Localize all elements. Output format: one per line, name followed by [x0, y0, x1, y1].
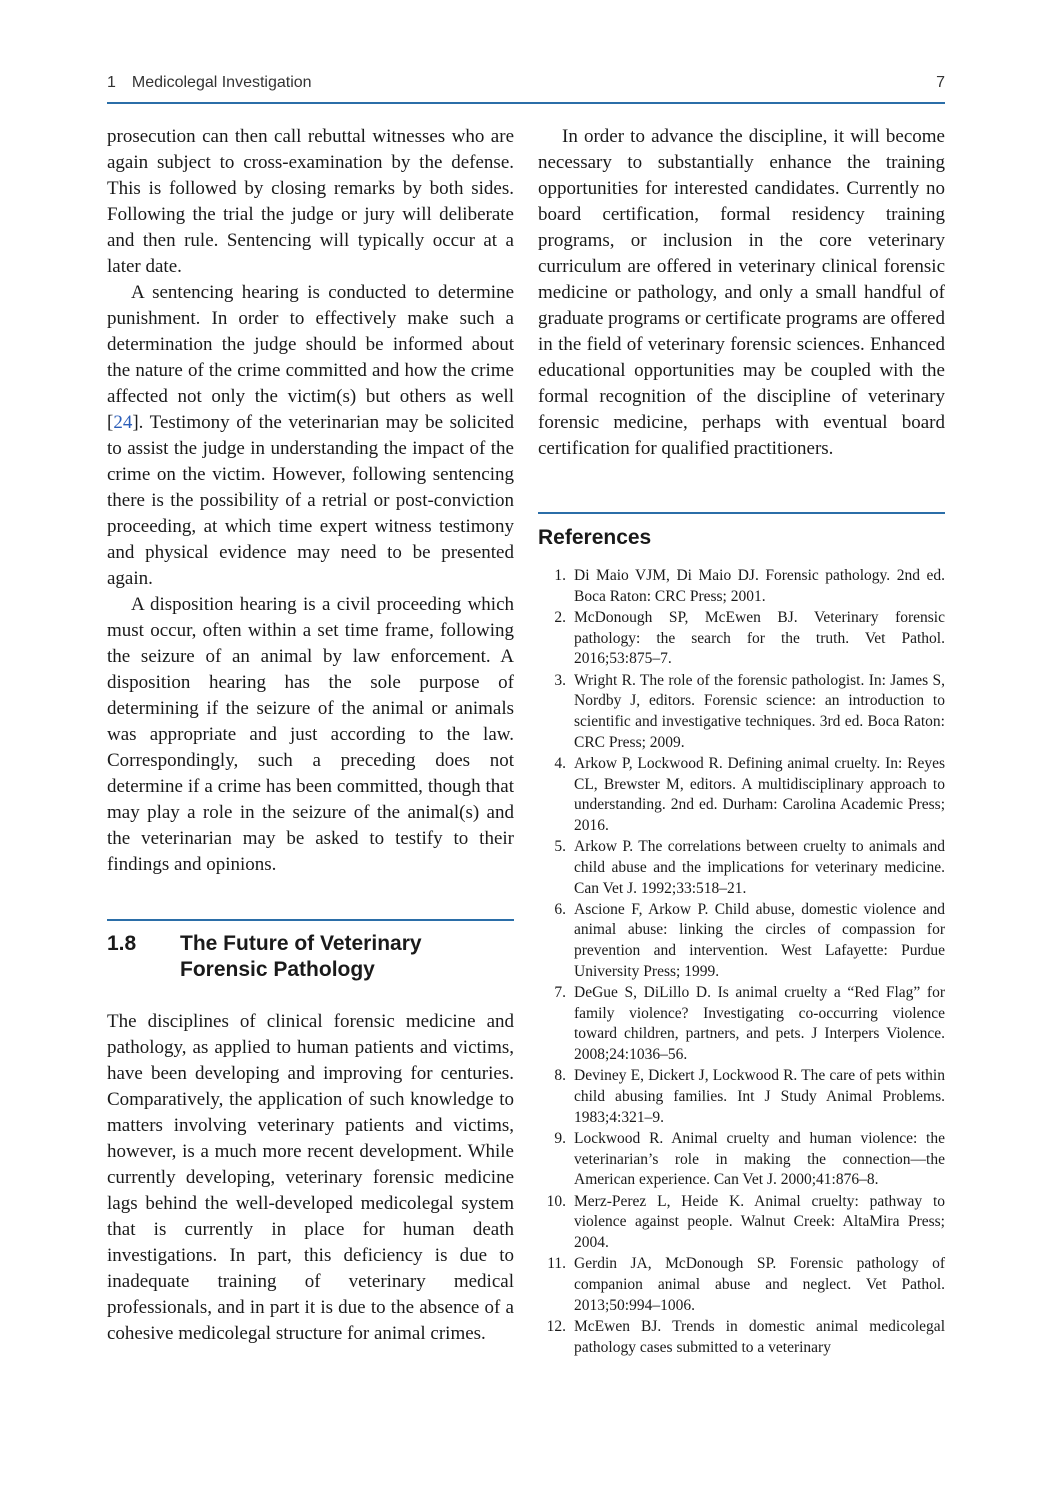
running-head — [107, 72, 945, 104]
references-heading: References — [538, 526, 652, 549]
reference-item — [538, 1254, 945, 1316]
reference-gap — [566, 1192, 574, 1254]
reference-text: Lockwood R. Animal cruelty and human violence: the veterinarian’s role in making the connection—the American experience. Can Vet J. 2000;41:876–8. — [574, 1129, 945, 1189]
chapter-number: 1 — [107, 74, 116, 91]
reference-item — [538, 671, 945, 754]
reference-item — [538, 754, 945, 837]
reference-gap — [566, 837, 574, 899]
reference-item — [538, 1129, 945, 1191]
reference-text: Arkow P, Lockwood R. Defining animal cruelty. In: Reyes CL, Brewster M, editors. A multidisciplinary approach to understanding. 2nd ed. Durham: Carolina Academic Press; 2016. — [574, 754, 945, 834]
references-divider — [538, 512, 945, 514]
chapter-label — [107, 74, 312, 92]
body-paragraph — [107, 280, 514, 592]
reference-item — [538, 608, 945, 670]
reference-text: Di Maio VJM, Di Maio DJ. Forensic pathology. 2nd ed. Boca Raton: CRC Press; 2001. — [574, 567, 945, 605]
reference-number: 12. — [546, 1317, 566, 1335]
reference-number: 10. — [546, 1192, 566, 1210]
reference-gap — [566, 983, 574, 1066]
right-column — [538, 124, 945, 1359]
section-divider — [107, 919, 514, 921]
reference-item — [538, 566, 945, 607]
reference-gap — [566, 1254, 574, 1316]
spacer — [538, 462, 945, 512]
page-number: 7 — [936, 74, 945, 91]
section-title: The Future of Veterinary Forensic Pathology — [180, 932, 422, 981]
reference-item — [538, 1317, 945, 1358]
reference-number: 2. — [554, 608, 566, 626]
reference-text: McDonough SP, McEwen BJ. Veterinary forensic pathology: the search for the truth. Vet Pathol. 2016;53:875–7. — [574, 608, 945, 668]
reference-gap — [566, 1317, 574, 1358]
reference-list — [538, 566, 945, 1358]
citation-link[interactable]: 24 — [113, 412, 133, 433]
reference-text: Ascione F, Arkow P. Child abuse, domestic violence and animal abuse: linking the circles of compassion for prevention and intervention. West Lafayette: Purdue University Press; 1999. — [574, 900, 945, 980]
reference-gap — [566, 1129, 574, 1191]
reference-gap — [566, 608, 574, 670]
reference-item — [538, 900, 945, 983]
reference-item — [538, 837, 945, 899]
body-paragraph: In order to advance the discipline, it will become necessary to substantially enhance the training opportunities for interested candidates. Currently no board certification, formal residency training programs, or inclusion in the core veterinary curriculum are offered in veterinary clinical forensic medicine or pathology, and only a small handful of graduate programs or certificate programs are offered in the field of veterinary forensic sciences. Enhanced educational opportunities may be coupled with the formal recognition of the discipline of veterinary forensic medicine, perhaps with eventual board certification for qualified practitioners. — [538, 126, 945, 459]
reference-number: 7. — [554, 984, 566, 1002]
body-paragraph: A disposition hearing is a civil proceeding which must occur, often within a set time frame, following the seizure of an animal by law enforcement. A disposition hearing has the sole purpose of determining if the seizure of the animal or animals was appropriate and just according to the law. Correspondingly, such a preceding does not determine if a crime has been committed, though that may play a role in the seizure of the animal(s) and the veterinarian may be asked to testify to their findings and opinions. — [107, 594, 514, 875]
reference-item — [538, 1066, 945, 1128]
reference-item — [538, 983, 945, 1066]
reference-gap — [566, 1066, 574, 1128]
spacer — [107, 878, 514, 919]
body-paragraph: The disciplines of clinical forensic medicine and pathology, as applied to human patients and victims, have been developing and improving for centuries. Comparatively, the application of such knowledge to matters involving veterinary patients and victims, however, is a much more recent development. While currently developing, veterinary forensic medicine lags behind the well-developed medicolegal system that is currently in place for human death investigations. In part, this deficiency is due to inadequate training of veterinary medical professionals, and in part it is due to the absence of a cohesive medicolegal structure for animal crimes. — [107, 1011, 514, 1344]
text-run: ]. Testimony of the veterinarian may be solicited to assist the judge in understanding the impact of the crime on the victim. However, following sentencing there is the possibility of a retrial or post-conviction proceeding, at which time expert witness testimony and physical evidence may need to be presented again. — [107, 412, 514, 589]
reference-number: 1. — [554, 567, 566, 584]
reference-text: DeGue S, DiLillo D. Is animal cruelty a “Red Flag” for family violence? Investigating co-occurring violence toward children, partners, and pets. J Interpers Violence. 2008;24:1036–56. — [574, 984, 945, 1064]
body-paragraph: prosecution can then call rebuttal witnesses who are again subject to cross-examination by the defense. This is followed by closing remarks by both sides. Following the trial the judge or jury will deliberate and then rule. Sentencing will typically occur at a later date. — [107, 126, 514, 277]
reference-number: 6. — [554, 900, 566, 918]
reference-gap — [566, 566, 574, 607]
reference-item — [538, 1192, 945, 1254]
reference-number: 8. — [554, 1067, 566, 1085]
reference-text: Merz-Perez L, Heide K. Animal cruelty: pathway to violence against people. Walnut Creek: AltaMira Press; 2004. — [574, 1192, 945, 1251]
spacer — [538, 550, 945, 566]
left-column — [107, 124, 514, 1347]
reference-number: 3. — [554, 671, 566, 689]
reference-text: Gerdin JA, McDonough SP. Forensic pathology of companion animal abuse and neglect. Vet Pathol. 2013;50:994–1006. — [574, 1255, 945, 1314]
reference-gap — [566, 754, 574, 837]
reference-text: Deviney E, Dickert J, Lockwood R. The care of pets within child abusing families. Int J Study Animal Problems. 1983;4:321–9. — [574, 1067, 945, 1126]
reference-text: Wright R. The role of the forensic pathologist. In: James S, Nordby J, editors. Forensic science: an introduction to scientific and investigative techniques. 3rd ed. Boca Raton: CRC Press; 2009. — [574, 671, 945, 751]
spacer — [107, 983, 514, 1009]
reference-gap — [566, 900, 574, 983]
reference-number: 11. — [547, 1255, 566, 1273]
reference-number: 9. — [554, 1129, 566, 1147]
chapter-title: Medicolegal Investigation — [131, 74, 312, 91]
reference-text: McEwen BJ. Trends in domestic animal medicolegal pathology cases submitted to a veterinary — [574, 1317, 945, 1356]
reference-number: 5. — [554, 838, 566, 856]
reference-text: Arkow P. The correlations between cruelty to animals and child abuse and the implications for veterinary medicine. Can Vet J. 1992;33:518–21. — [574, 838, 945, 897]
reference-gap — [566, 671, 574, 754]
text-run: A sentencing hearing is conducted to determine punishment. In order to effectively make such a determination the judge should be informed about the nature of the crime committed and how the crime affected not only the victim(s) but others as well [ — [107, 282, 514, 433]
reference-number: 4. — [554, 754, 566, 772]
section-number: 1.8 — [107, 932, 137, 955]
section-heading — [107, 931, 514, 983]
